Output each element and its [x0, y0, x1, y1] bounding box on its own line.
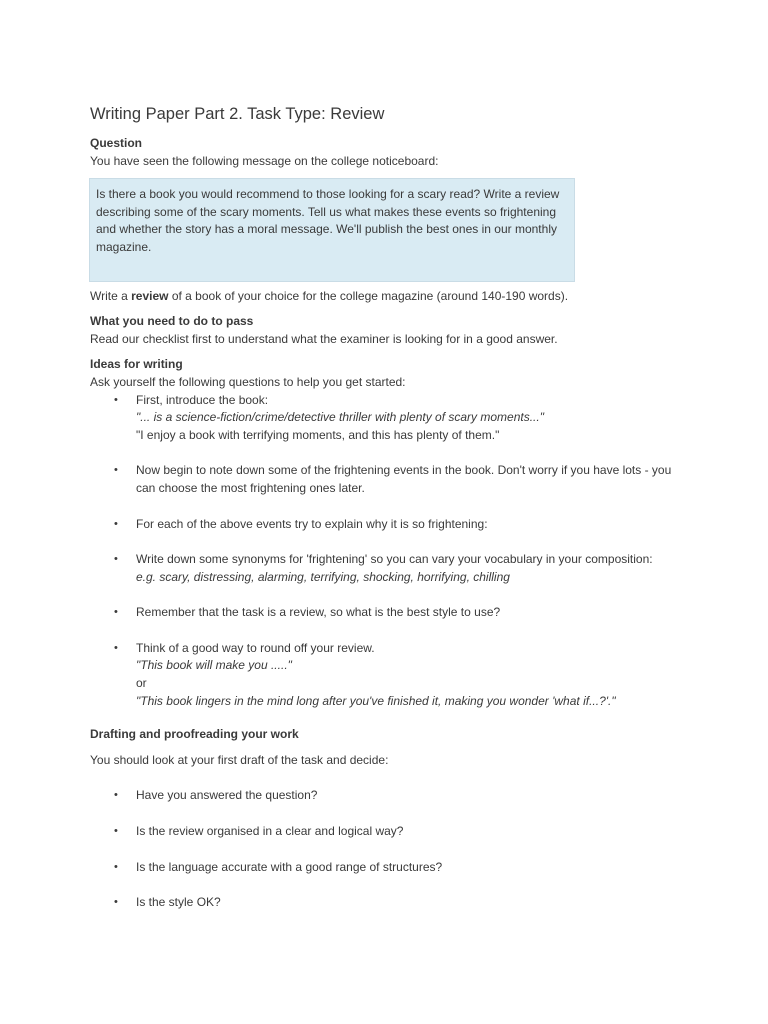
list-item [90, 516, 678, 534]
list-item [90, 894, 678, 912]
task-text-before: Write a [90, 288, 132, 303]
list-item-text: Is the review organised in a clear and logical way? [136, 824, 404, 839]
list-item-italic-2: "This book lingers in the mind long after you've finished it, making you wonder 'what if...?'." [136, 693, 616, 708]
ideas-list [90, 392, 678, 711]
task-text-after: of a book of your choice for the college magazine (around 140-190 words). [168, 288, 569, 303]
list-item-italic: "This book will make you ....." [136, 658, 292, 673]
list-item [90, 640, 678, 710]
noticeboard-message-text: Is there a book you would recommend to those looking for a scary read? Write a review describing some of the scary moments. Tell us what makes these events so frightening and whether the story has a moral message. We'll publish the best ones in our monthly magazine. [96, 187, 560, 254]
list-item-text: • For each of the above events try to explain why it is so frightening: [136, 516, 488, 531]
question-intro: You have seen the following message on the college noticeboard: [90, 153, 439, 168]
page-title: Writing Paper Part 2. Task Type: Review [90, 105, 385, 123]
ideas-heading: Ideas for writing [90, 357, 183, 372]
drafting-intro: You should look at your first draft of the task and decide: [90, 752, 389, 767]
list-item-text: • Now begin to note down some of the frightening events in the book. Don't worry if you have lots - you can choose the most frightening ones later. [136, 463, 672, 495]
list-item [90, 823, 678, 841]
list-item-extra: "I enjoy a book with terrifying moments, and this has plenty of them." [136, 427, 500, 442]
question-heading: Question [90, 136, 143, 150]
drafting-list [90, 787, 678, 911]
list-item-italic: "... is a science-fiction/crime/detective thriller with plenty of scary moments..." [136, 410, 544, 425]
list-item [90, 462, 678, 497]
list-item-text: Is the style OK? [136, 895, 221, 910]
list-item [90, 787, 678, 805]
list-item-text: Is the language accurate with a good range of structures? [136, 859, 443, 874]
list-item-text: • First, introduce the book: [136, 392, 269, 407]
noticeboard-message-box [89, 178, 575, 281]
drafting-heading: Drafting and proofreading your work [90, 727, 299, 742]
list-item [90, 604, 678, 622]
task-instruction [90, 288, 678, 306]
pass-text: Read our checklist first to understand what the examiner is looking for in a good answer. [90, 331, 558, 346]
ideas-intro: Ask yourself the following questions to help you get started: [90, 374, 406, 389]
list-item [90, 551, 678, 586]
list-item-italic: e.g. scary, distressing, alarming, terrifying, shocking, horrifying, chilling [136, 569, 510, 584]
list-item [90, 859, 678, 877]
list-item [90, 392, 678, 445]
list-item-text: • Write down some synonyms for 'frightening' so you can vary your vocabulary in your composition: [136, 552, 653, 567]
list-item-or: or [136, 676, 147, 691]
list-item-text: Have you answered the question? [136, 788, 318, 803]
list-item-text: • Think of a good way to round off your review. [136, 640, 375, 655]
pass-heading: What you need to do to pass [90, 314, 254, 329]
list-item-text: • Remember that the task is a review, so what is the best style to use? [136, 605, 501, 620]
task-text-bold: review [131, 288, 169, 303]
